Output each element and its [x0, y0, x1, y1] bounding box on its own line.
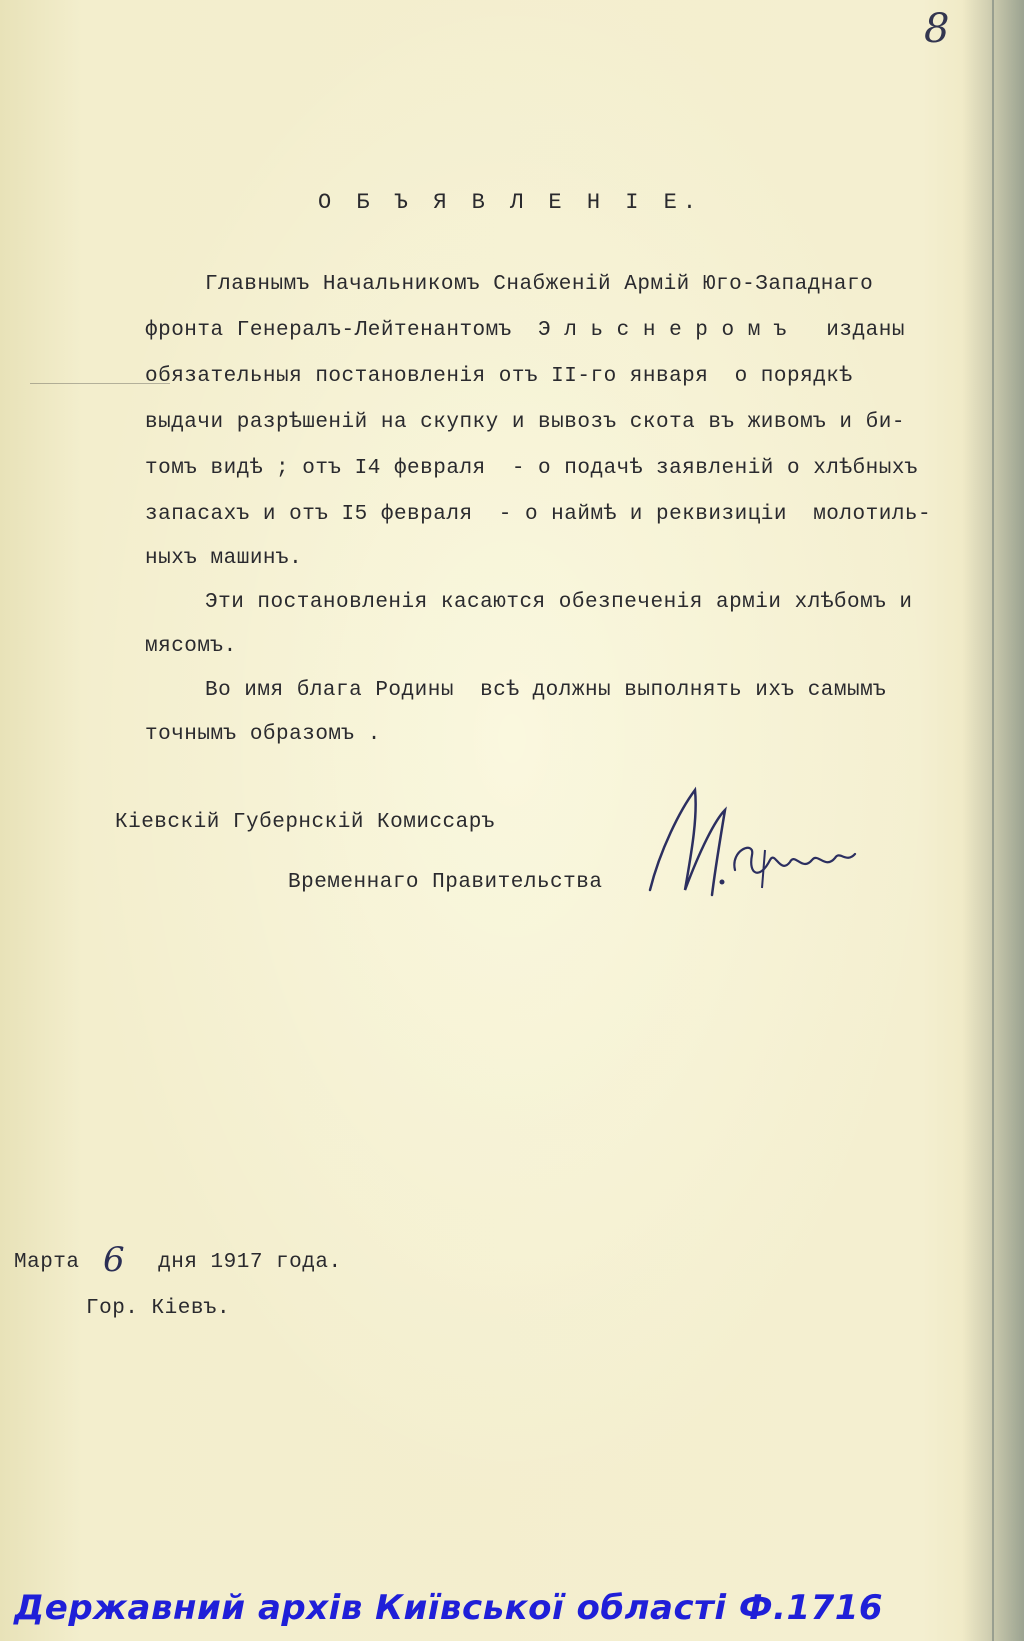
date-day-handwritten: 6: [103, 1240, 125, 1280]
paragraph-line: точнымъ образомъ .: [145, 723, 381, 746]
paragraph-line: фронта Генералъ-Лейтенантомъ Э л ь с н е р о м ъ изданы: [145, 319, 905, 342]
document-title: О Б Ъ Я В Л Е Н I Е.: [318, 190, 703, 215]
handwritten-signature: [640, 780, 870, 920]
place-line: Гор. Кiевъ.: [86, 1297, 231, 1320]
date-line: [14, 1250, 342, 1276]
paragraph-line: мясомъ.: [145, 635, 237, 658]
date-month: Марта: [14, 1251, 80, 1274]
paragraph-line: ныхъ машинъ.: [145, 547, 303, 570]
date-rest: дня 1917 года.: [158, 1251, 342, 1274]
paragraph-line: Главнымъ Начальникомъ Снабженiй Армiй Юго-Западнаго: [205, 273, 874, 296]
binding-line: [992, 0, 994, 1641]
paragraph-line: Эти постановленiя касаются обезпеченiя армiи хлѣбомъ и: [205, 591, 913, 614]
signatory-title: Кiевскiй Губернскiй Комиссаръ: [115, 811, 495, 834]
archive-caption: Державний архів Київської області Ф.1716: [14, 1588, 884, 1628]
archive-page-number: 8: [924, 6, 950, 52]
paragraph-line: запасахъ и отъ I5 февраля - о наймѣ и реквизицiи молотиль-: [145, 503, 932, 526]
paragraph-line: выдачи разрѣшенiй на скупку и вывозъ скота въ живомъ и би-: [145, 411, 905, 434]
paragraph-line: Во имя блага Родины всѣ должны выполнять ихъ самымъ: [205, 679, 887, 702]
paragraph-line: обязательныя постановленiя отъ II-го января о порядкѣ: [145, 365, 853, 388]
paragraph-line: томъ видѣ ; отъ I4 февраля - о подачѣ заявленiй о хлѣбныхъ: [145, 457, 919, 480]
signatory-organization: Временнаго Правительства: [288, 871, 603, 894]
